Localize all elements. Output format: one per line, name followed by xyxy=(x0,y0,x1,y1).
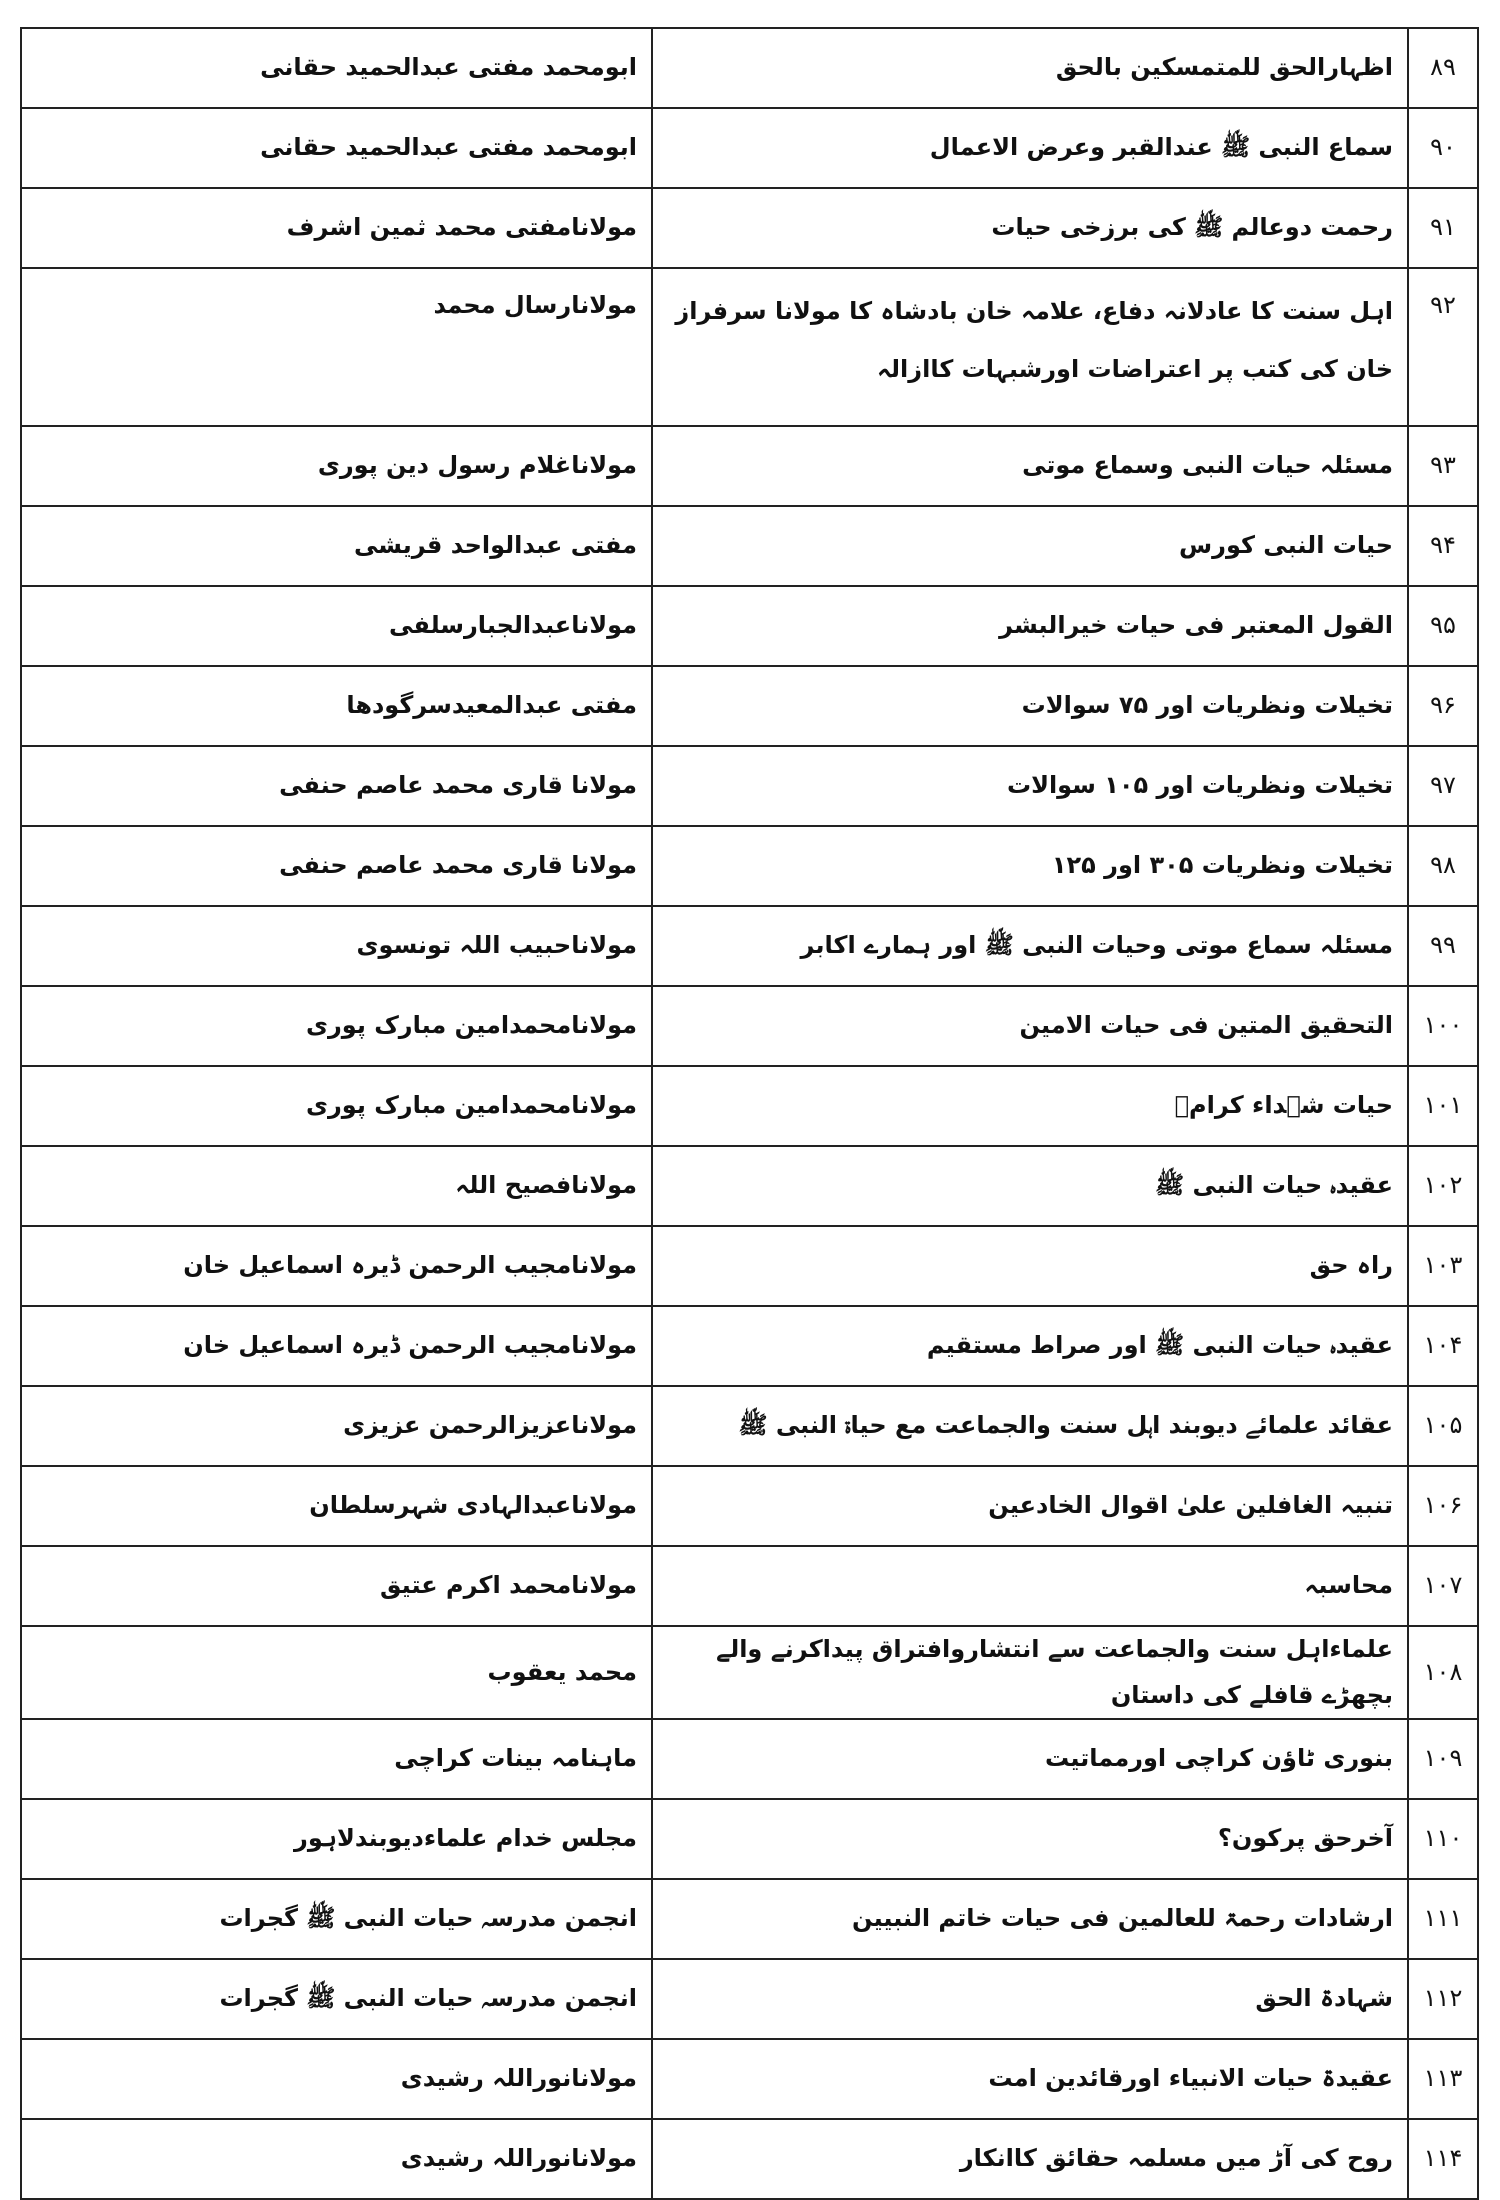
book-title: راہ حق xyxy=(652,1226,1408,1306)
table-row xyxy=(21,1959,1478,2039)
book-author: ابومحمد مفتی عبدالحمید حقانی xyxy=(21,108,652,188)
book-author: مولانا قاری محمد عاصم حنفی xyxy=(21,746,652,826)
table-row xyxy=(21,1066,1478,1146)
table-row xyxy=(21,1466,1478,1546)
table-row xyxy=(21,506,1478,586)
table-row xyxy=(21,188,1478,268)
book-author: مولاناحبیب اللہ تونسوی xyxy=(21,906,652,986)
book-title: اظہارالحق للمتمسکین بالحق xyxy=(652,28,1408,108)
book-author: مولانافصیح اللہ xyxy=(21,1146,652,1226)
table-row xyxy=(21,1146,1478,1226)
book-author: ابومحمد مفتی عبدالحمید حقانی xyxy=(21,28,652,108)
book-author: محمد یعقوب xyxy=(21,1626,652,1719)
book-author: مولانا قاری محمد عاصم حنفی xyxy=(21,826,652,906)
book-title: حیات النبی کورس xyxy=(652,506,1408,586)
table-row xyxy=(21,666,1478,746)
table-row xyxy=(21,2119,1478,2199)
table-row xyxy=(21,2039,1478,2119)
row-number: ۸۹ xyxy=(1408,28,1478,108)
row-number: ۱۰۰ xyxy=(1408,986,1478,1066)
row-number: ۱۰۱ xyxy=(1408,1066,1478,1146)
book-author: مجلس خدام علماءدیوبندلاہور xyxy=(21,1799,652,1879)
book-title: التحقیق المتین فی حیات الامین xyxy=(652,986,1408,1066)
book-author: مفتی عبدالمعیدسرگودھا xyxy=(21,666,652,746)
table-row xyxy=(21,746,1478,826)
row-number: ۹۳ xyxy=(1408,426,1478,506)
book-title: آخرحق پرکون؟ xyxy=(652,1799,1408,1879)
row-number: ۹۱ xyxy=(1408,188,1478,268)
table-row xyxy=(21,1546,1478,1626)
row-number: ۹۰ xyxy=(1408,108,1478,188)
table-row xyxy=(21,986,1478,1066)
table-row xyxy=(21,268,1478,426)
row-number: ۱۰۳ xyxy=(1408,1226,1478,1306)
row-number: ۱۰۵ xyxy=(1408,1386,1478,1466)
row-number: ۱۱۳ xyxy=(1408,2039,1478,2119)
book-title: تخیلات ونظریات اور ۱۰۵ سوالات xyxy=(652,746,1408,826)
table-row xyxy=(21,586,1478,666)
book-title: رحمت دوعالم ﷺ کی برزخی حیات xyxy=(652,188,1408,268)
book-title: بنوری ٹاؤن کراچی اورمماتیت xyxy=(652,1719,1408,1799)
book-title: حیات شہداء کرامؓ xyxy=(652,1066,1408,1146)
book-title: شہادۃ الحق xyxy=(652,1959,1408,2039)
book-title: القول المعتبر فی حیات خیرالبشر xyxy=(652,586,1408,666)
book-title: تخیلات ونظریات ۳۰۵ اور ۱۲۵ xyxy=(652,826,1408,906)
book-author: مولانانوراللہ رشیدی xyxy=(21,2119,652,2199)
table-row xyxy=(21,108,1478,188)
book-author: مولاناعبدالہادی شہرسلطان xyxy=(21,1466,652,1546)
row-number: ۱۰۶ xyxy=(1408,1466,1478,1546)
book-author: مولاناعبدالجبارسلفی xyxy=(21,586,652,666)
book-title: علماءاہل سنت والجماعت سے انتشاروافتراق پیداکرنے والے بچھڑے قافلے کی داستان xyxy=(652,1626,1408,1719)
row-number: ۱۱۰ xyxy=(1408,1799,1478,1879)
book-author: مولانارسال محمد xyxy=(21,268,652,426)
row-number: ۱۱۲ xyxy=(1408,1959,1478,2039)
book-title: عقیدہ حیات النبی ﷺ اور صراط مستقیم xyxy=(652,1306,1408,1386)
table-row xyxy=(21,1386,1478,1466)
book-title: محاسبہ xyxy=(652,1546,1408,1626)
book-author: مولانامجیب الرحمن ڈیرہ اسماعیل خان xyxy=(21,1306,652,1386)
book-title: اہل سنت کا عادلانہ دفاع، علامہ خان بادشاہ کا مولانا سرفراز خان کی کتب پر اعتراضات اورشبہات کاازالہ xyxy=(652,268,1408,426)
table-row xyxy=(21,1306,1478,1386)
book-author: مفتی عبدالواحد قریشی xyxy=(21,506,652,586)
table-row xyxy=(21,1879,1478,1959)
row-number: ۱۰۹ xyxy=(1408,1719,1478,1799)
row-number: ۹۵ xyxy=(1408,586,1478,666)
book-author: مولانامجیب الرحمن ڈیرہ اسماعیل خان xyxy=(21,1226,652,1306)
book-author: مولانامحمد اکرم عتیق xyxy=(21,1546,652,1626)
book-author: ماہنامہ بینات کراچی xyxy=(21,1719,652,1799)
book-title: عقیدۃ حیات الانبیاء اورقائدین امت xyxy=(652,2039,1408,2119)
book-title: تخیلات ونظریات اور ۷۵ سوالات xyxy=(652,666,1408,746)
book-list-body xyxy=(21,28,1478,2199)
book-title: سماع النبی ﷺ عندالقبر وعرض الاعمال xyxy=(652,108,1408,188)
row-number: ۹۸ xyxy=(1408,826,1478,906)
table-row xyxy=(21,826,1478,906)
row-number: ۹۷ xyxy=(1408,746,1478,826)
table-row xyxy=(21,1226,1478,1306)
book-author: مولانامحمدامین مبارک پوری xyxy=(21,986,652,1066)
table-row xyxy=(21,426,1478,506)
row-number: ۱۰۴ xyxy=(1408,1306,1478,1386)
book-author: مولاناعزیزالرحمن عزیزی xyxy=(21,1386,652,1466)
row-number: ۱۰۲ xyxy=(1408,1146,1478,1226)
book-author: مولانامحمدامین مبارک پوری xyxy=(21,1066,652,1146)
book-title: ارشادات رحمۃ للعالمین فی حیات خاتم النبیین xyxy=(652,1879,1408,1959)
book-title: عقیدہ حیات النبی ﷺ xyxy=(652,1146,1408,1226)
row-number: ۱۱۴ xyxy=(1408,2119,1478,2199)
row-number: ۹۶ xyxy=(1408,666,1478,746)
book-title: تنبیہ الغافلین علیٰ اقوال الخادعین xyxy=(652,1466,1408,1546)
book-title: عقائد علمائے دیوبند اہل سنت والجماعت مع حیاۃ النبی ﷺ xyxy=(652,1386,1408,1466)
table-row xyxy=(21,28,1478,108)
row-number: ۹۲ xyxy=(1408,268,1478,426)
book-author: انجمن مدرسہ حیات النبی ﷺ گجرات xyxy=(21,1879,652,1959)
table-row xyxy=(21,1719,1478,1799)
table-row xyxy=(21,1626,1478,1719)
book-author: انجمن مدرسہ حیات النبی ﷺ گجرات xyxy=(21,1959,652,2039)
row-number: ۱۱۱ xyxy=(1408,1879,1478,1959)
table-row xyxy=(21,1799,1478,1879)
book-author: مولانانوراللہ رشیدی xyxy=(21,2039,652,2119)
table-row xyxy=(21,906,1478,986)
book-title: مسئلہ حیات النبی وسماع موتی xyxy=(652,426,1408,506)
row-number: ۱۰۷ xyxy=(1408,1546,1478,1626)
row-number: ۹۹ xyxy=(1408,906,1478,986)
book-list-table xyxy=(20,27,1479,2200)
row-number: ۱۰۸ xyxy=(1408,1626,1478,1719)
book-title: مسئلہ سماع موتی وحیات النبی ﷺ اور ہمارے اکابر xyxy=(652,906,1408,986)
row-number: ۹۴ xyxy=(1408,506,1478,586)
book-title: روح کی آڑ میں مسلمہ حقائق کاانکار xyxy=(652,2119,1408,2199)
book-author: مولاناغلام رسول دین پوری xyxy=(21,426,652,506)
book-author: مولانامفتی محمد ثمین اشرف xyxy=(21,188,652,268)
